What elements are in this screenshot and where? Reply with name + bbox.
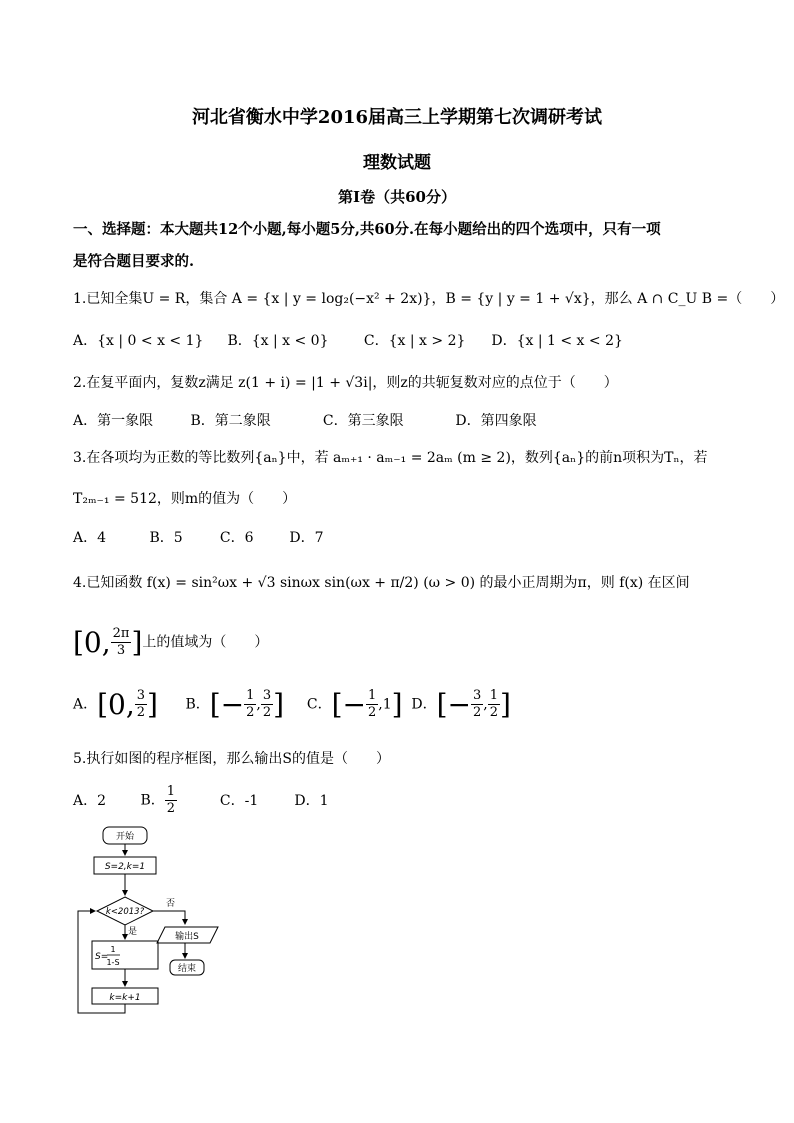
question-4-text-2: [0, $\frac{2\pi}{3}$ ]上的值域为（ ） — [73, 626, 269, 659]
option-a[interactable]: A．第一象限 — [73, 413, 154, 429]
option-d[interactable]: D．第四象限 — [455, 413, 537, 429]
flow-end-label: 结束 — [177, 964, 197, 974]
question-1-options — [73, 330, 733, 350]
option-d[interactable]: D．7 — [289, 530, 324, 546]
option-a[interactable]: A．2 — [73, 792, 107, 809]
flow-condition-label: k<2013? — [105, 907, 145, 917]
option-d[interactable]: D．{x | 1 < x < 2} — [491, 333, 623, 349]
instructions-line-2: 是符合题目要求的. — [73, 253, 195, 270]
option-d[interactable]: D．[− $\frac{3}{2}$ , $\frac{1}{2}$ ] — [411, 688, 511, 721]
option-c[interactable]: C．第三象限 — [322, 413, 404, 429]
question-4-options — [73, 688, 511, 721]
question-5-text: 5.执行如图的程序框图，那么输出S的值是（ ） — [73, 751, 390, 767]
question-2-options — [73, 410, 537, 430]
option-a[interactable]: A．4 — [73, 530, 107, 546]
flow-yes-label: 是 — [128, 927, 138, 937]
flow-start-label: 开始 — [115, 832, 135, 842]
question-1-text: 1.已知全集U = R，集合 A = {x | y = log₂(−x² + 2x)}，B = {y | y = 1 + √x}，那么 A ∩ C_U B =（ ） — [73, 291, 785, 307]
flow-assign-den: 1-S — [106, 958, 120, 967]
option-a[interactable]: A．{x | 0 < x < 1} — [73, 333, 204, 349]
flow-assign-num: 1 — [110, 945, 116, 954]
option-c[interactable]: C．[− $\frac{1}{2}$ ,1] — [306, 688, 403, 721]
option-b[interactable]: B．第二象限 — [190, 413, 271, 429]
option-c[interactable]: C．-1 — [219, 792, 259, 809]
option-d[interactable]: D．1 — [294, 792, 329, 809]
option-c[interactable]: C．6 — [219, 530, 254, 546]
flow-assign-left: S= — [95, 952, 109, 962]
instructions-line-1: 一、选择题：本大题共12个小题,每小题5分,共60分.在每小题给出的四个选项中，只有一项 — [73, 221, 661, 238]
flow-init-label: S=2,k=1 — [104, 862, 146, 872]
option-a[interactable]: A．[0, $\frac{3}{2}$ ] — [73, 688, 158, 721]
option-b[interactable]: B． $\frac{1}{2}$ — [140, 784, 176, 816]
option-c[interactable]: C．{x | x > 2} — [363, 333, 466, 349]
exam-title: 河北省衡水中学2016届高三上学期第七次调研考试 — [191, 107, 603, 128]
flow-increment-label: k=k+1 — [109, 993, 141, 1003]
option-b[interactable]: B．[− $\frac{1}{2}$ , $\frac{3}{2}$ ] — [185, 688, 285, 721]
exam-subtitle: 理数试题 — [363, 153, 431, 173]
program-flowchart — [70, 822, 240, 1017]
question-5-options — [73, 784, 329, 817]
flow-no-label: 否 — [166, 899, 176, 909]
question-2-text: 2.在复平面内，复数z满足 z(1 + i) = |1 + √3i|，则z的共轭复数对应的点位于（ ） — [73, 375, 618, 391]
question-3-text-1: 3.在各项均为正数的等比数列{aₙ}中，若 aₘ₊₁ · aₘ₋₁ = 2aₘ (m ≥ 2)，数列{aₙ}的前n项积为Tₙ，若 — [73, 450, 708, 466]
option-b[interactable]: B．{x | x < 0} — [227, 333, 329, 349]
question-3-options — [73, 527, 324, 547]
option-b[interactable]: B．5 — [149, 530, 183, 546]
flow-output-label: 输出S — [175, 932, 199, 942]
question-4-text-1: 4.已知函数 f(x) = sin²ωx + √3 sinωx sin(ωx + π/2) (ω > 0) 的最小正周期为π，则 f(x) 在区间 — [73, 575, 690, 591]
section-heading: 第Ⅰ卷（共60分） — [338, 188, 456, 206]
question-3-text-2: T₂ₘ₋₁ = 512，则m的值为（ ） — [73, 491, 297, 507]
